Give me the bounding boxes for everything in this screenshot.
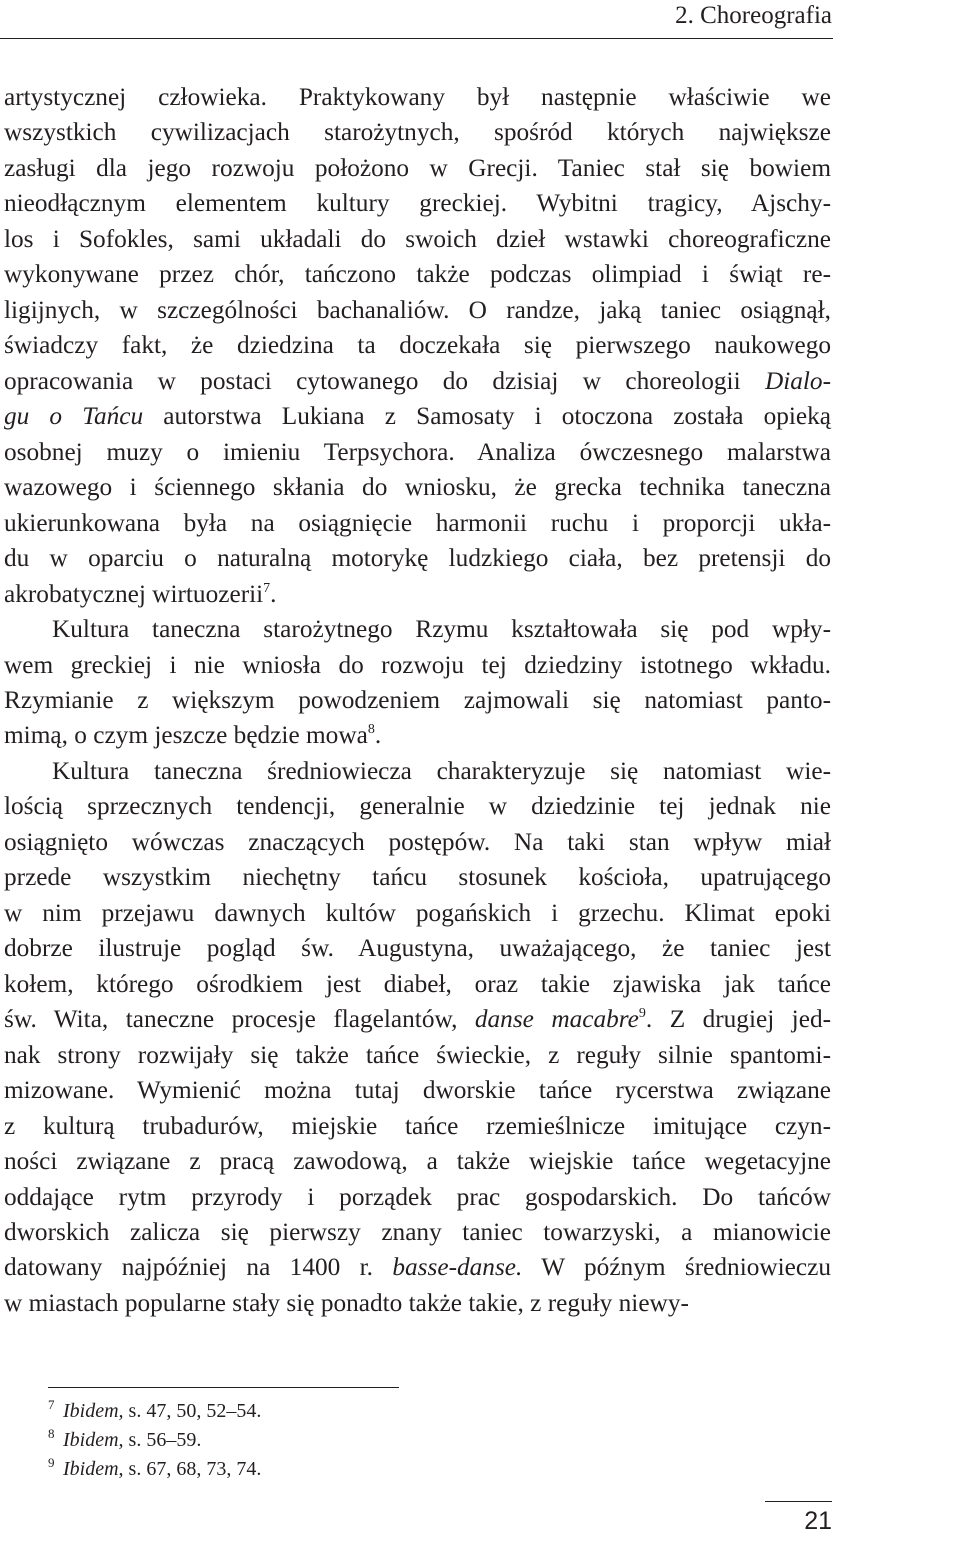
text-run: los i Sofokles, sami układali do swoich dzieł wstawki choreograficzne	[4, 224, 831, 253]
page-number-rule	[765, 1501, 832, 1502]
text-run: dobrze ilustruje pogląd św. Augustyna, uważającego, że taniec jest	[4, 934, 831, 963]
text-line	[4, 1286, 831, 1321]
text-run: lością sprzecznych tendencji, generalnie w dziedzinie tej jednak nie	[4, 792, 831, 821]
text-run: du w oparciu o naturalną motorykę ludzkiego ciała, bez pretensji do	[4, 544, 831, 573]
footnote: 8 Ibidem, s. 56–59.	[48, 1426, 202, 1451]
text-run: nieodłącznym elementem kultury greckiej. Wybitni tragicy, Ajschy-	[4, 189, 831, 218]
text-line	[4, 506, 831, 541]
text-run: z kulturą trubadurów, miejskie tańce rzemieślnicze imitujące czyn-	[4, 1111, 831, 1140]
text-run: osiągnięto wówczas znaczących postępów. Na taki stan wpływ miał	[4, 827, 831, 856]
text-line	[4, 435, 831, 470]
text-run: ukierunkowana była na osiągnięcie harmonii ruchu i proporcji ukła-	[4, 508, 831, 537]
text-run: oddające rytm przyrody i porządek prac gospodarskich. Do tańców	[4, 1182, 831, 1211]
text-run: .	[270, 579, 277, 608]
text-run: w miastach popularne stały się ponadto także takie, z reguły niewy-	[4, 1288, 689, 1317]
text-line	[4, 1109, 831, 1144]
text-run: opracowania w postaci cytowanego do dzisiaj w choreologii	[4, 366, 765, 395]
footnote-text: s. 67, 68, 73, 74.	[123, 1458, 262, 1480]
text-run: Rzymianie z większym powodzeniem zajmowali się natomiast panto-	[4, 685, 831, 714]
text-line	[4, 612, 831, 647]
footnote-ref-text: Ibidem,	[63, 1400, 124, 1422]
text-run: osobnej muzy o imieniu Terpsychora. Analiza ówczesnego malarstwa	[4, 437, 831, 466]
text-run: ności związane z pracą zawodową, a także wiejskie tańce wegetacyjne	[4, 1147, 831, 1176]
text-line	[4, 1038, 831, 1073]
text-run: Kultura taneczna starożytnego Rzymu kształtowała się pod wpły-	[52, 615, 831, 644]
text-line	[4, 151, 831, 186]
text-line	[4, 754, 831, 789]
text-line	[4, 257, 831, 292]
text-run: dworskich zalicza się pierwszy znany taniec towarzyski, a mianowicie	[4, 1218, 831, 1246]
italic-text: basse-danse.	[392, 1253, 523, 1282]
text-line	[4, 222, 831, 257]
italic-text: danse macabre	[474, 1005, 639, 1034]
text-run: mimą, o czym jeszcze będzie mowa	[4, 721, 368, 750]
text-run: akrobatycznej wirtuozerii	[4, 579, 264, 608]
footnote-text: s. 56–59.	[123, 1429, 202, 1451]
text-line	[4, 1180, 831, 1215]
footnote-ref: 8	[367, 722, 375, 738]
text-line	[4, 186, 831, 221]
italic-text: gu o Tańcu	[4, 402, 144, 431]
text-run: Kultura taneczna średniowiecza charakteryzuje się natomiast wie-	[52, 756, 831, 785]
text-run: wem greckiej i nie wniosła do rozwoju tej dziedziny istotnego wkładu.	[4, 650, 831, 679]
footnote-rule	[48, 1387, 399, 1388]
text-run: w nim przejawu dawnych kultów pogańskich i grzechu. Klimat epoki	[4, 898, 831, 927]
text-run: .	[374, 721, 382, 750]
text-line	[4, 1002, 831, 1037]
text-line	[4, 115, 831, 150]
text-line	[4, 470, 831, 505]
text-run: świadczy fakt, że dziedzina ta doczekała się pierwszego naukowego	[4, 331, 831, 360]
footnote: 9 Ibidem, s. 67, 68, 73, 74.	[48, 1455, 262, 1480]
text-line	[4, 1144, 831, 1179]
text-line	[4, 541, 831, 576]
text-line	[4, 789, 831, 824]
footnote-ref: 9	[638, 1006, 646, 1022]
header-rule	[0, 38, 833, 39]
text-line	[4, 683, 831, 718]
text-line	[4, 860, 831, 895]
text-run: wazowego i ściennego skłania do wniosku, że grecka technika taneczna	[4, 473, 831, 502]
text-line	[4, 364, 831, 399]
text-run: artystycznej człowieka. Praktykowany był następnie właściwie we	[4, 83, 831, 111]
text-line	[4, 718, 831, 753]
footnote: 7 Ibidem, s. 47, 50, 52–54.	[48, 1397, 262, 1422]
text-line	[4, 967, 831, 1002]
italic-text: Dialo-	[764, 366, 831, 395]
text-line	[4, 293, 831, 328]
text-line	[4, 328, 831, 363]
footnote-ref: 7	[263, 580, 271, 596]
text-run: zasługi dla jego rozwoju położono w Grecji. Taniec stał się bowiem	[4, 153, 831, 182]
text-line	[4, 577, 831, 612]
running-title: 2. Choreografia	[675, 2, 832, 29]
text-run: ligijnych, w szczególności bachanaliów. O randze, jaką taniec osiągnął,	[4, 295, 831, 324]
text-line	[4, 648, 831, 683]
text-line	[4, 80, 831, 115]
text-run: W późnym średniowieczu	[522, 1253, 831, 1282]
text-run: datowany najpóźniej na 1400 r.	[4, 1253, 393, 1282]
footnote-ref-text: Ibidem,	[63, 1429, 124, 1451]
text-line	[4, 931, 831, 966]
text-line	[4, 399, 831, 434]
text-line	[4, 896, 831, 931]
text-run: św. Wita, taneczne procesje flagelantów,	[4, 1005, 475, 1034]
text-run: . Z drugiej jed-	[645, 1005, 832, 1034]
text-line	[4, 1215, 831, 1250]
text-line	[4, 1073, 831, 1108]
text-run: wykonywane przez chór, tańczono także podczas olimpiad i świąt re-	[4, 260, 831, 289]
text-line	[4, 1250, 831, 1285]
text-run: przede wszystkim niechętny tańcu stosunek kościoła, upatrującego	[4, 863, 831, 892]
text-line	[4, 825, 831, 860]
footnotes	[48, 1397, 648, 1484]
footnote-ref-text: Ibidem,	[63, 1458, 124, 1480]
text-run: kołem, którego ośrodkiem jest diabeł, oraz takie zjawiska jak tańce	[4, 969, 831, 998]
text-run: wszystkich cywilizacjach starożytnych, spośród których największe	[4, 118, 831, 147]
text-run: autorstwa Lukiana z Samosaty i otoczona została opieką	[143, 402, 832, 431]
text-run: nak strony rozwijały się także tańce świeckie, z reguły silnie spantomi-	[4, 1040, 831, 1069]
footnote-text: s. 47, 50, 52–54.	[123, 1400, 262, 1422]
text-run: mizowane. Wymienić można tutaj dworskie tańce rycerstwa związane	[4, 1076, 831, 1105]
page-number: 21	[804, 1507, 832, 1535]
body-text	[4, 80, 831, 1321]
